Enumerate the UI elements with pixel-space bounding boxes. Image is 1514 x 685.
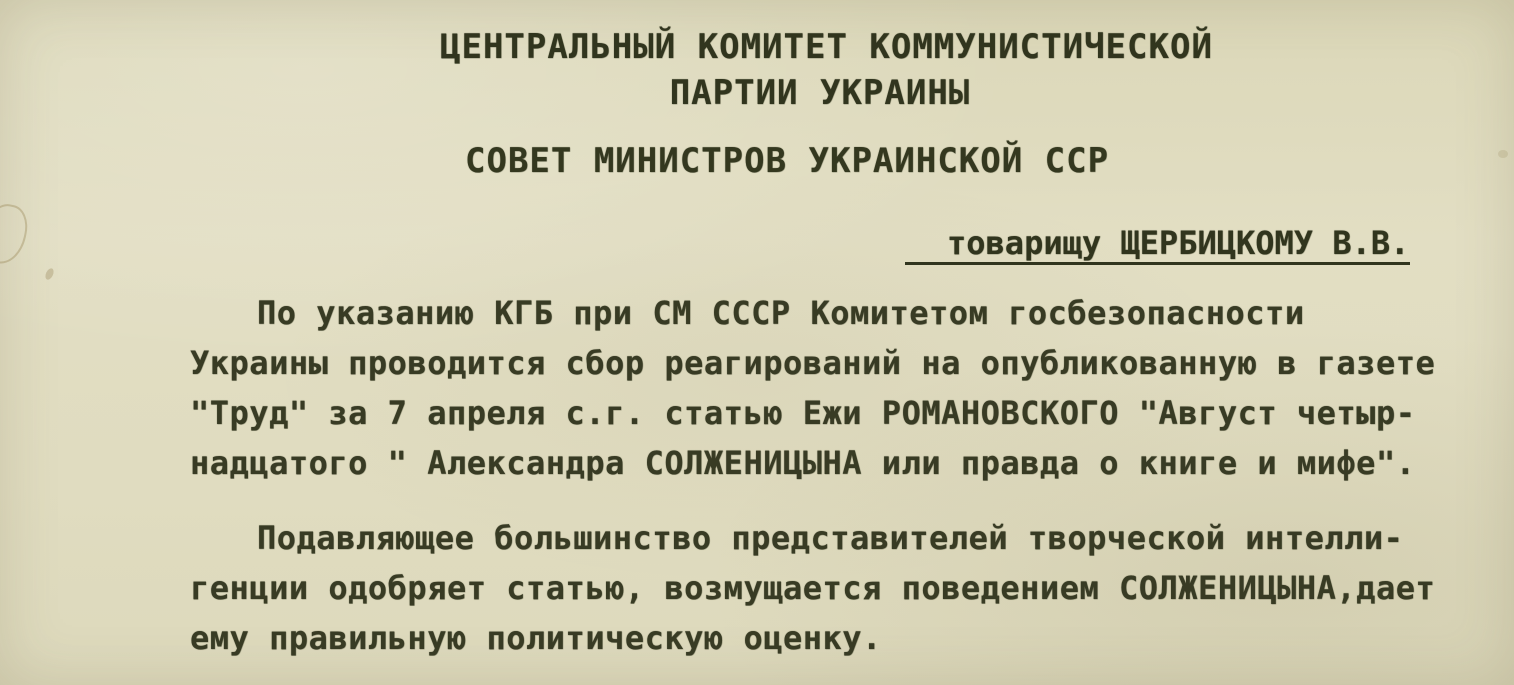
paper-speck: [44, 267, 55, 281]
paragraph-1: [190, 291, 1480, 491]
letterhead-line-2: ПАРТИИ УКРАИНЫ: [669, 73, 971, 113]
paragraph-2-line-2: генции одобряет статью, возмущается поведением СОЛЖЕНИЦЫНА,дает: [190, 569, 1436, 607]
paragraph-2: [190, 516, 1480, 666]
paper-speck: [1498, 150, 1508, 158]
addressee-line: товарищу ЩЕРБИЦКОМУ В.В.: [905, 224, 1410, 265]
letterhead-line-1: ЦЕНТРАЛЬНЫЙ КОМИТЕТ КОММУНИСТИЧЕСКОЙ: [440, 27, 1213, 67]
paragraph-1-line-1: По указанию КГБ при СМ СССР Комитетом госбезопасности: [257, 294, 1305, 332]
paragraph-1-line-3: "Труд" за 7 апреля с.г. статью Ежи РОМАНОВСКОГО "Август четыр-: [190, 394, 1416, 432]
paragraph-1-line-4: надцатого " Александра СОЛЖЕНИЦЫНА или правда о книге и мифе".: [190, 444, 1416, 482]
letterhead: [440, 24, 1213, 116]
paragraph-2-line-1: Подавляющее большинство представителей творческой интелли-: [257, 519, 1404, 557]
paragraph-2-line-3: ему правильную политическую оценку.: [190, 619, 882, 657]
paragraph-1-line-2: Украины проводится сбор реагирований на опубликованную в газете: [190, 344, 1436, 382]
org-line: СОВЕТ МИНИСТРОВ УКРАИНСКОЙ ССР: [465, 141, 1110, 181]
paper-edge-mark: [0, 200, 32, 267]
